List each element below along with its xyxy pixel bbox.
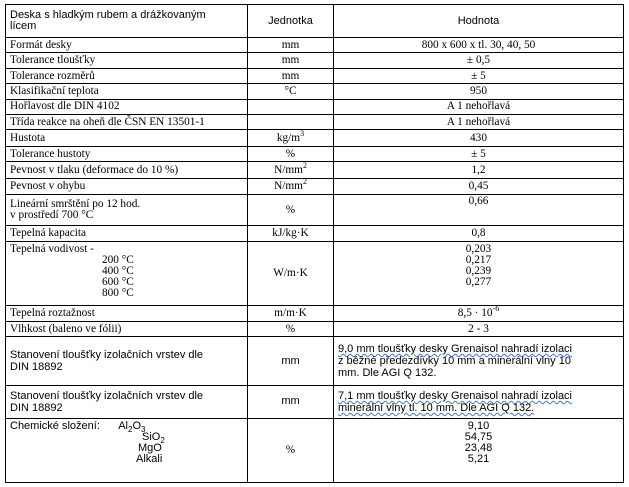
- row-value: 430: [334, 130, 624, 147]
- row-label: Tolerance hustoty: [6, 146, 248, 161]
- row-unit: mm: [248, 385, 334, 418]
- row-value: 9,0 mm tloušťky desky Grenaisol nahradí izolaci z běžné předezdívky 10 mm a minerální vlny 10 mm. Dle AGI Q 132.: [334, 337, 624, 385]
- table-row: [6, 99, 624, 114]
- table-row: [6, 305, 624, 322]
- row-label: Hustota: [6, 130, 248, 147]
- table-row: [6, 162, 624, 179]
- row-unit: °C: [248, 84, 334, 99]
- row-label: Tepelná vodivost - 200 °C 400 °C 600 °C 800 °C: [6, 241, 248, 305]
- row-value: $8,5 \cdot 10^{-6}$: [334, 305, 624, 322]
- row-label: Stanovení tloušťky izolačních vrstev dle DIN 18892: [6, 337, 248, 385]
- row-value: ± 0,5: [334, 53, 624, 68]
- table-row: [6, 68, 624, 83]
- chem-component: MgO: [138, 441, 162, 454]
- row-label: Stanovení tloušťky izolačních vrstev dle DIN 18892: [6, 385, 248, 418]
- row-value: 950: [334, 84, 624, 99]
- row-unit: W/m·K: [248, 241, 334, 305]
- row-unit: %: [248, 146, 334, 161]
- row-value: A 1 nehořlavá: [334, 115, 624, 130]
- table-row: [6, 53, 624, 68]
- row-label: Tepelná roztažnost: [6, 305, 248, 322]
- table-row: [6, 226, 624, 241]
- table-row: [6, 385, 624, 418]
- row-unit: mm: [248, 38, 334, 53]
- table-row: [6, 115, 624, 130]
- row-value: 1,2: [334, 162, 624, 179]
- row-unit: $kg/m^3$: [248, 130, 334, 147]
- row-label: Tolerance tloušťky: [6, 53, 248, 68]
- row-label: Vlhkost (baleno ve fólii): [6, 322, 248, 337]
- chem-component: Alkali: [136, 452, 163, 465]
- table-row: [6, 195, 624, 226]
- properties-table: [5, 4, 624, 483]
- row-value: A 1 nehořlavá: [334, 99, 624, 114]
- table-row: [6, 84, 624, 99]
- row-value: 0,8: [334, 226, 624, 241]
- row-value: 0,45: [334, 178, 624, 195]
- table-row: [6, 322, 624, 337]
- row-label: Chemické složení: $Al_2O_3$ SiO$_2$ MgO Alkali: [6, 418, 248, 482]
- row-label: Klasifikační teplota: [6, 84, 248, 99]
- row-value: 0,203 0,217 0,239 0,277: [334, 241, 624, 305]
- row-label: Formát desky: [6, 38, 248, 53]
- row-unit: mm: [248, 53, 334, 68]
- row-unit: $N/mm^2$: [248, 162, 334, 179]
- row-value: 800 x 600 x tl. 30, 40, 50: [334, 38, 624, 53]
- table-row: [6, 178, 624, 195]
- row-value: 0,66: [334, 195, 624, 226]
- row-label: Lineární smrštění po 12 hod. v prostředí 700 °C: [6, 195, 248, 226]
- chem-component: SiO$_2$: [142, 430, 165, 446]
- row-unit: kJ/kg·K: [248, 226, 334, 241]
- table-row: [6, 38, 624, 53]
- properties-table-container: [5, 4, 623, 483]
- row-unit: %: [248, 418, 334, 482]
- row-unit: [248, 99, 334, 114]
- table-row: [6, 418, 624, 482]
- table-row: [6, 146, 624, 161]
- row-unit: $N/mm^2$: [248, 178, 334, 195]
- row-label: Tepelná kapacita: [6, 226, 248, 241]
- header-value: Hodnota: [334, 5, 624, 38]
- table-row: [6, 337, 624, 385]
- chem-component: $Al_2O_3$: [118, 419, 146, 435]
- row-value: ± 5: [334, 146, 624, 161]
- header-unit: Jednotka: [248, 5, 334, 38]
- row-label: Pevnost v ohybu: [6, 178, 248, 195]
- row-unit: mm: [248, 68, 334, 83]
- row-unit: mm: [248, 337, 334, 385]
- row-label: Hořlavost dle DIN 4102: [6, 99, 248, 114]
- table-header-row: [6, 5, 624, 38]
- row-value: 7,1 mm tloušťky desky Grenaisol nahradí izolaci minerální vlny tl. 10 mm. Dle AGI Q 132.: [334, 385, 624, 418]
- table-row: [6, 241, 624, 305]
- row-label: Tolerance rozměrů: [6, 68, 248, 83]
- header-description: Deska s hladkým rubem a drážkovaným lícem: [6, 5, 248, 38]
- row-unit: m/m·K: [248, 305, 334, 322]
- row-value: ± 5: [334, 68, 624, 83]
- row-unit: %: [248, 195, 334, 226]
- row-label: Pevnost v tlaku (deformace do 10 %): [6, 162, 248, 179]
- table-row: [6, 130, 624, 147]
- row-value: 9,10 54,75 23,48 5,21: [334, 418, 624, 482]
- row-value: 2 - 3: [334, 322, 624, 337]
- row-unit: %: [248, 322, 334, 337]
- row-label: Třída reakce na oheň dle ČSN EN 13501-1: [6, 115, 248, 130]
- row-unit: [248, 115, 334, 130]
